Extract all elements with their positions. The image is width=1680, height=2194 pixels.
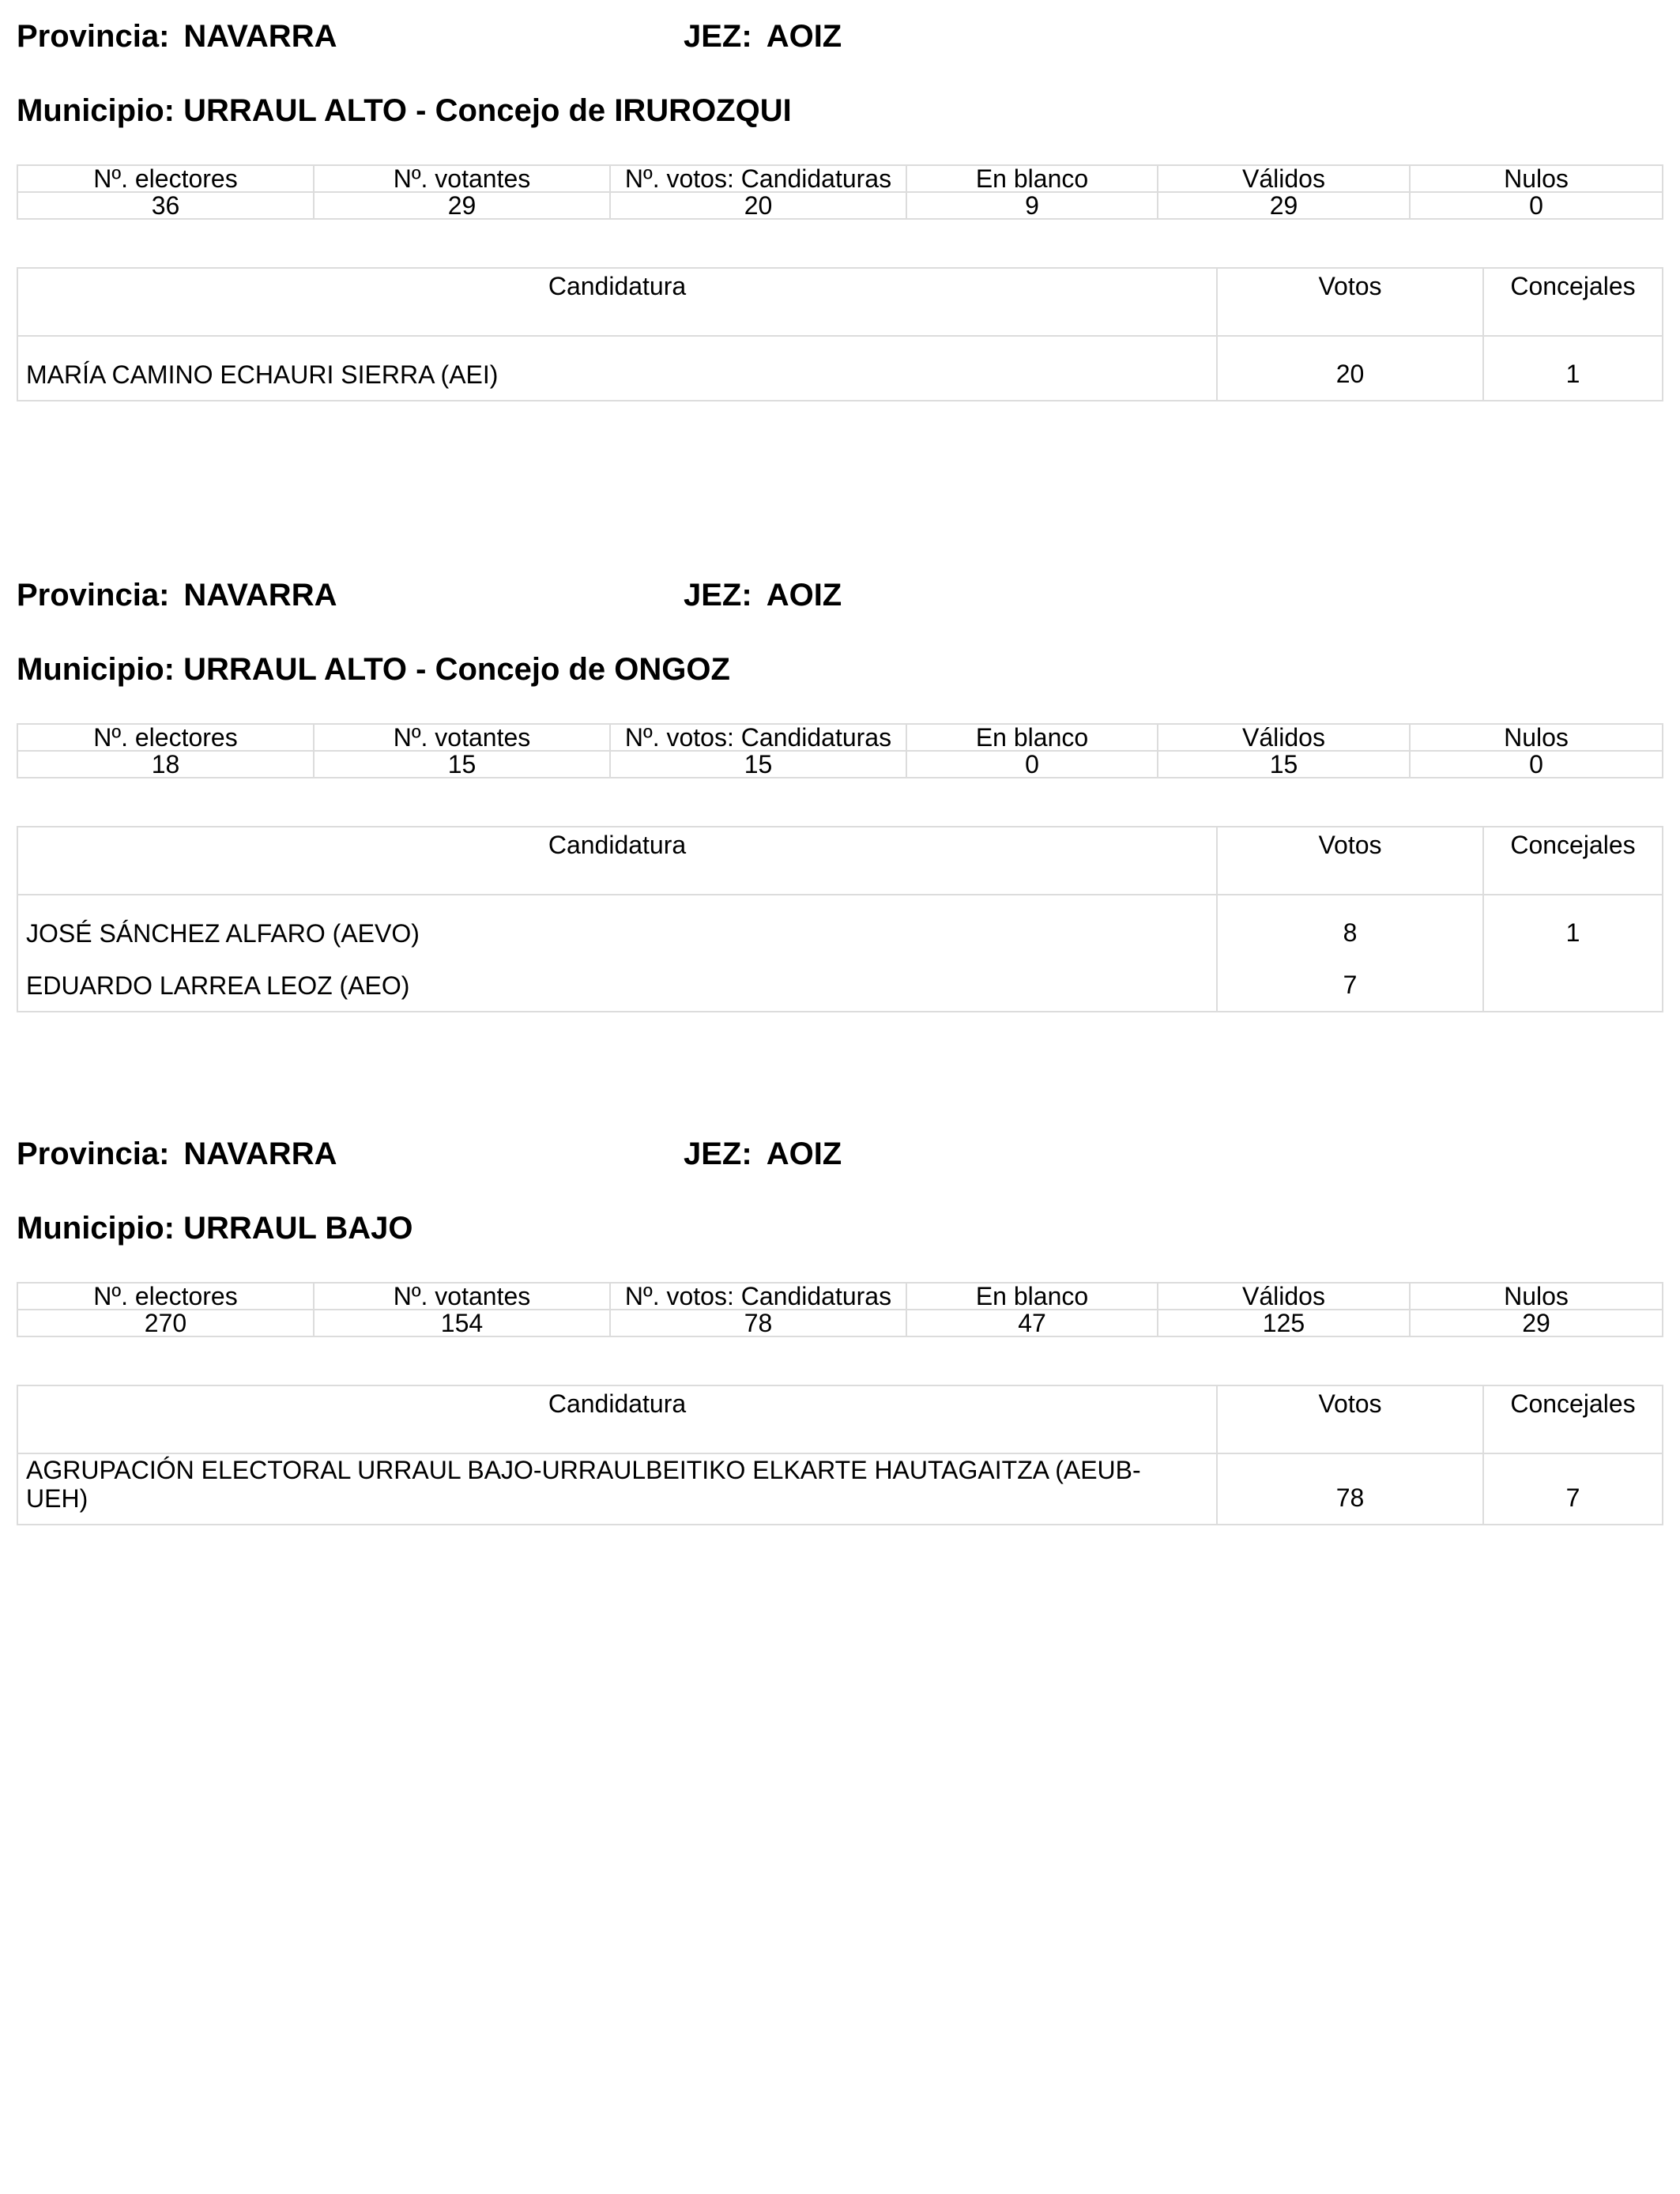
stats-value-votos-candidaturas: 20 xyxy=(610,192,906,219)
provincia xyxy=(17,1137,337,1172)
cand-header-votos: Votos xyxy=(1217,827,1483,895)
jez-label: JEZ: xyxy=(684,19,752,54)
stats-header-electores: Nº. electores xyxy=(17,1283,314,1310)
stats-header-en-blanco: En blanco xyxy=(906,1283,1158,1310)
cand-header-concejales: Concejales xyxy=(1483,268,1663,336)
jez xyxy=(684,1137,842,1172)
municipio-value: URRAUL ALTO - Concejo de ONGOZ xyxy=(183,652,730,687)
candidate-row xyxy=(17,959,1663,1012)
municipio-label: Municipio: xyxy=(17,652,175,687)
stats-value-nulos: 0 xyxy=(1410,751,1663,778)
candidates-table xyxy=(17,267,1663,401)
stats-header-row xyxy=(17,165,1663,192)
candidate-concejales: 1 xyxy=(1483,336,1663,401)
candidate-concejales xyxy=(1483,959,1663,1012)
stats-header-nulos: Nulos xyxy=(1410,165,1663,192)
candidates-header-row xyxy=(17,268,1663,336)
municipio-label: Municipio: xyxy=(17,1211,175,1246)
stats-header-validos: Válidos xyxy=(1158,724,1410,751)
municipio xyxy=(17,1211,412,1246)
cand-header-concejales: Concejales xyxy=(1483,1385,1663,1453)
cand-header-candidatura: Candidatura xyxy=(17,827,1217,895)
candidate-concejales: 1 xyxy=(1483,895,1663,959)
jez-label: JEZ: xyxy=(684,578,752,613)
stats-value-votantes: 29 xyxy=(314,192,610,219)
candidate-name: EDUARDO LARREA LEOZ (AEO) xyxy=(17,959,1217,1012)
candidate-name: JOSÉ SÁNCHEZ ALFARO (AEVO) xyxy=(17,895,1217,959)
cand-header-candidatura: Candidatura xyxy=(17,268,1217,336)
stats-value-validos: 15 xyxy=(1158,751,1410,778)
cand-header-candidatura: Candidatura xyxy=(17,1385,1217,1453)
stats-header-row xyxy=(17,724,1663,751)
candidate-row xyxy=(17,1453,1663,1525)
stats-header-votos-candidaturas: Nº. votos: Candidaturas xyxy=(610,724,906,751)
stats-value-electores: 270 xyxy=(17,1310,314,1336)
stats-header-en-blanco: En blanco xyxy=(906,165,1158,192)
stats-header-electores: Nº. electores xyxy=(17,724,314,751)
municipio xyxy=(17,93,792,129)
candidate-votos: 78 xyxy=(1217,1453,1483,1525)
candidate-votos: 7 xyxy=(1217,959,1483,1012)
candidate-concejales: 7 xyxy=(1483,1453,1663,1525)
stats-value-en-blanco: 9 xyxy=(906,192,1158,219)
municipio-value: URRAUL BAJO xyxy=(183,1211,413,1246)
cand-header-votos: Votos xyxy=(1217,268,1483,336)
candidates-header-row xyxy=(17,827,1663,895)
provincia-value: NAVARRA xyxy=(183,578,337,613)
candidate-row xyxy=(17,336,1663,401)
stats-value-row xyxy=(17,751,1663,778)
jez xyxy=(684,19,842,55)
candidate-votos: 20 xyxy=(1217,336,1483,401)
provincia xyxy=(17,19,337,55)
stats-header-votantes: Nº. votantes xyxy=(314,165,610,192)
stats-header-votantes: Nº. votantes xyxy=(314,1283,610,1310)
stats-value-votantes: 154 xyxy=(314,1310,610,1336)
stats-header-electores: Nº. electores xyxy=(17,165,314,192)
stats-value-electores: 36 xyxy=(17,192,314,219)
stats-table xyxy=(17,164,1663,220)
stats-value-votantes: 15 xyxy=(314,751,610,778)
cand-header-votos: Votos xyxy=(1217,1385,1483,1453)
municipio xyxy=(17,652,730,688)
candidates-header-row xyxy=(17,1385,1663,1453)
jez-value: AOIZ xyxy=(766,1137,842,1171)
stats-table xyxy=(17,1282,1663,1337)
stats-header-nulos: Nulos xyxy=(1410,724,1663,751)
candidate-name: AGRUPACIÓN ELECTORAL URRAUL BAJO-URRAULBEITIKO ELKARTE HAUTAGAITZA (AEUB-UEH) xyxy=(17,1453,1217,1525)
provincia-value: NAVARRA xyxy=(183,19,337,54)
cand-header-concejales: Concejales xyxy=(1483,827,1663,895)
provincia-value: NAVARRA xyxy=(183,1137,337,1171)
municipio-label: Municipio: xyxy=(17,93,175,128)
provincia-label: Provincia: xyxy=(17,578,170,613)
stats-value-nulos: 0 xyxy=(1410,192,1663,219)
stats-header-votos-candidaturas: Nº. votos: Candidaturas xyxy=(610,1283,906,1310)
jez-value: AOIZ xyxy=(766,19,842,54)
jez xyxy=(684,578,842,613)
header-line xyxy=(17,1137,1662,1184)
jez-label: JEZ: xyxy=(684,1137,752,1171)
provincia-label: Provincia: xyxy=(17,19,170,54)
stats-value-validos: 125 xyxy=(1158,1310,1410,1336)
provincia xyxy=(17,578,337,613)
stats-header-en-blanco: En blanco xyxy=(906,724,1158,751)
stats-header-validos: Válidos xyxy=(1158,1283,1410,1310)
stats-value-votos-candidaturas: 78 xyxy=(610,1310,906,1336)
stats-value-nulos: 29 xyxy=(1410,1310,1663,1336)
jez-value: AOIZ xyxy=(766,578,842,613)
header-line xyxy=(17,578,1662,625)
stats-header-votantes: Nº. votantes xyxy=(314,724,610,751)
candidates-table xyxy=(17,826,1663,1012)
stats-value-row xyxy=(17,1310,1663,1336)
candidate-votos: 8 xyxy=(1217,895,1483,959)
candidates-table xyxy=(17,1385,1663,1525)
stats-value-validos: 29 xyxy=(1158,192,1410,219)
header-line xyxy=(17,19,1662,66)
stats-value-en-blanco: 47 xyxy=(906,1310,1158,1336)
stats-header-validos: Válidos xyxy=(1158,165,1410,192)
stats-value-electores: 18 xyxy=(17,751,314,778)
stats-header-nulos: Nulos xyxy=(1410,1283,1663,1310)
stats-header-votos-candidaturas: Nº. votos: Candidaturas xyxy=(610,165,906,192)
provincia-label: Provincia: xyxy=(17,1137,170,1171)
stats-header-row xyxy=(17,1283,1663,1310)
stats-value-row xyxy=(17,192,1663,219)
stats-table xyxy=(17,723,1663,778)
stats-value-votos-candidaturas: 15 xyxy=(610,751,906,778)
municipio-value: URRAUL ALTO - Concejo de IRUROZQUI xyxy=(183,93,792,128)
candidate-row xyxy=(17,895,1663,959)
stats-value-en-blanco: 0 xyxy=(906,751,1158,778)
candidate-name: MARÍA CAMINO ECHAURI SIERRA (AEI) xyxy=(17,336,1217,401)
